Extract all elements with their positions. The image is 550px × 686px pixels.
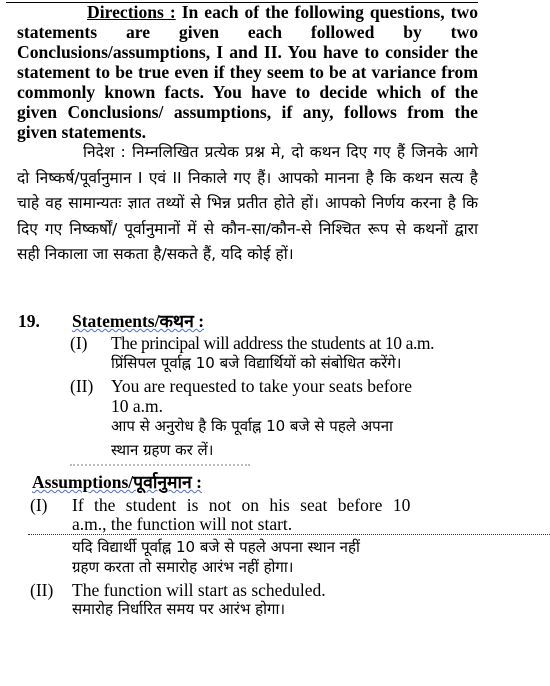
statement-2-marker: (II) xyxy=(70,376,94,396)
assumption-1-marker: (I) xyxy=(30,495,48,515)
statement-1-en xyxy=(111,333,434,353)
assumption-1-en-line-1: If the student is not on his seat before 10 xyxy=(72,495,411,515)
assumptions-label xyxy=(32,472,202,492)
directions-text-en: In each of the following questions, two statements are given each followed by two Conclusions/assumptions, I and II. You have to consider the statement to be true even if they seem to be at variance from commonly known facts. You have to decide which of the given Conclusions/ assumptions, if any, follows from the given statements. xyxy=(17,2,478,142)
question-number: 19. xyxy=(18,311,40,331)
statement-1-hi xyxy=(111,353,401,373)
statements-label-text: Statements/कथन : xyxy=(72,311,205,331)
directions-label: Directions : xyxy=(87,2,176,22)
statement-2-en-1: You are requested to take your seats before xyxy=(111,376,412,396)
directions-hindi xyxy=(17,140,478,268)
statement-1-en-line: The principal will address the students at 10 a.m. xyxy=(111,333,435,353)
statement-1-hi-line: प्रिंसिपल पूर्वाह्न 10 बजे विद्यार्थियों को संबोधित करेंगे। xyxy=(111,354,402,372)
assumption-1-en-2: a.m., the function will not start. xyxy=(72,514,293,534)
assumption-1-en-1 xyxy=(72,495,410,515)
dotted-separator xyxy=(28,534,550,535)
assumption-2-marker: (II) xyxy=(30,580,54,600)
statement-2-hi-1: आप से अनुरोध है कि पूर्वाह्न 10 बजे से पहले अपना xyxy=(111,417,393,435)
assumption-1-hi-1: यदि विद्यार्थी पूर्वाह्न 10 बजे से पहले अपना स्थान नहीं xyxy=(72,538,360,556)
faint-dots xyxy=(70,464,250,466)
statement-2-en-2: 10 a.m. xyxy=(111,396,164,416)
directions-english xyxy=(17,2,478,142)
assumption-2-en: The function will start as scheduled. xyxy=(72,580,326,600)
statement-1-marker: (I) xyxy=(70,333,88,353)
directions-text-hi: निम्नलिखित प्रत्येक प्रश्न मे, दो कथन दिए गए हैं जिनके आगे दो निष्कर्ष/पूर्वानुमान I एवं II निकाले गए हैं। आपको मानना है कि कथन सत्य है चाहे वह सामान्यतः ज्ञात तथ्यों से भिन्न प्रतीत होते हों। आपको निर्णय करना है कि दिए गए निष्कर्षों/ पूर्वानुमानों में से कौन-सा/कौन-से निश्चित रूप से कथनों द्वारा सही निकाला जा सकता है/सकते हैं, यदि कोई हों। xyxy=(17,143,478,263)
directions-label-hi: निदेश : xyxy=(83,143,126,161)
statement-2-hi-2: स्थान ग्रहण कर लें। xyxy=(111,441,214,459)
statements-label xyxy=(72,311,204,331)
assumption-2-hi xyxy=(72,599,285,619)
assumptions-label-text: Assumptions/पूर्वानुमान : xyxy=(32,472,202,492)
assumption-1-hi-2: ग्रहण करता तो समारोह आरंभ नहीं होगा। xyxy=(72,558,294,576)
assumption-2-hi-line: समारोह निर्धारित समय पर आरंभ होगा। xyxy=(72,600,286,618)
